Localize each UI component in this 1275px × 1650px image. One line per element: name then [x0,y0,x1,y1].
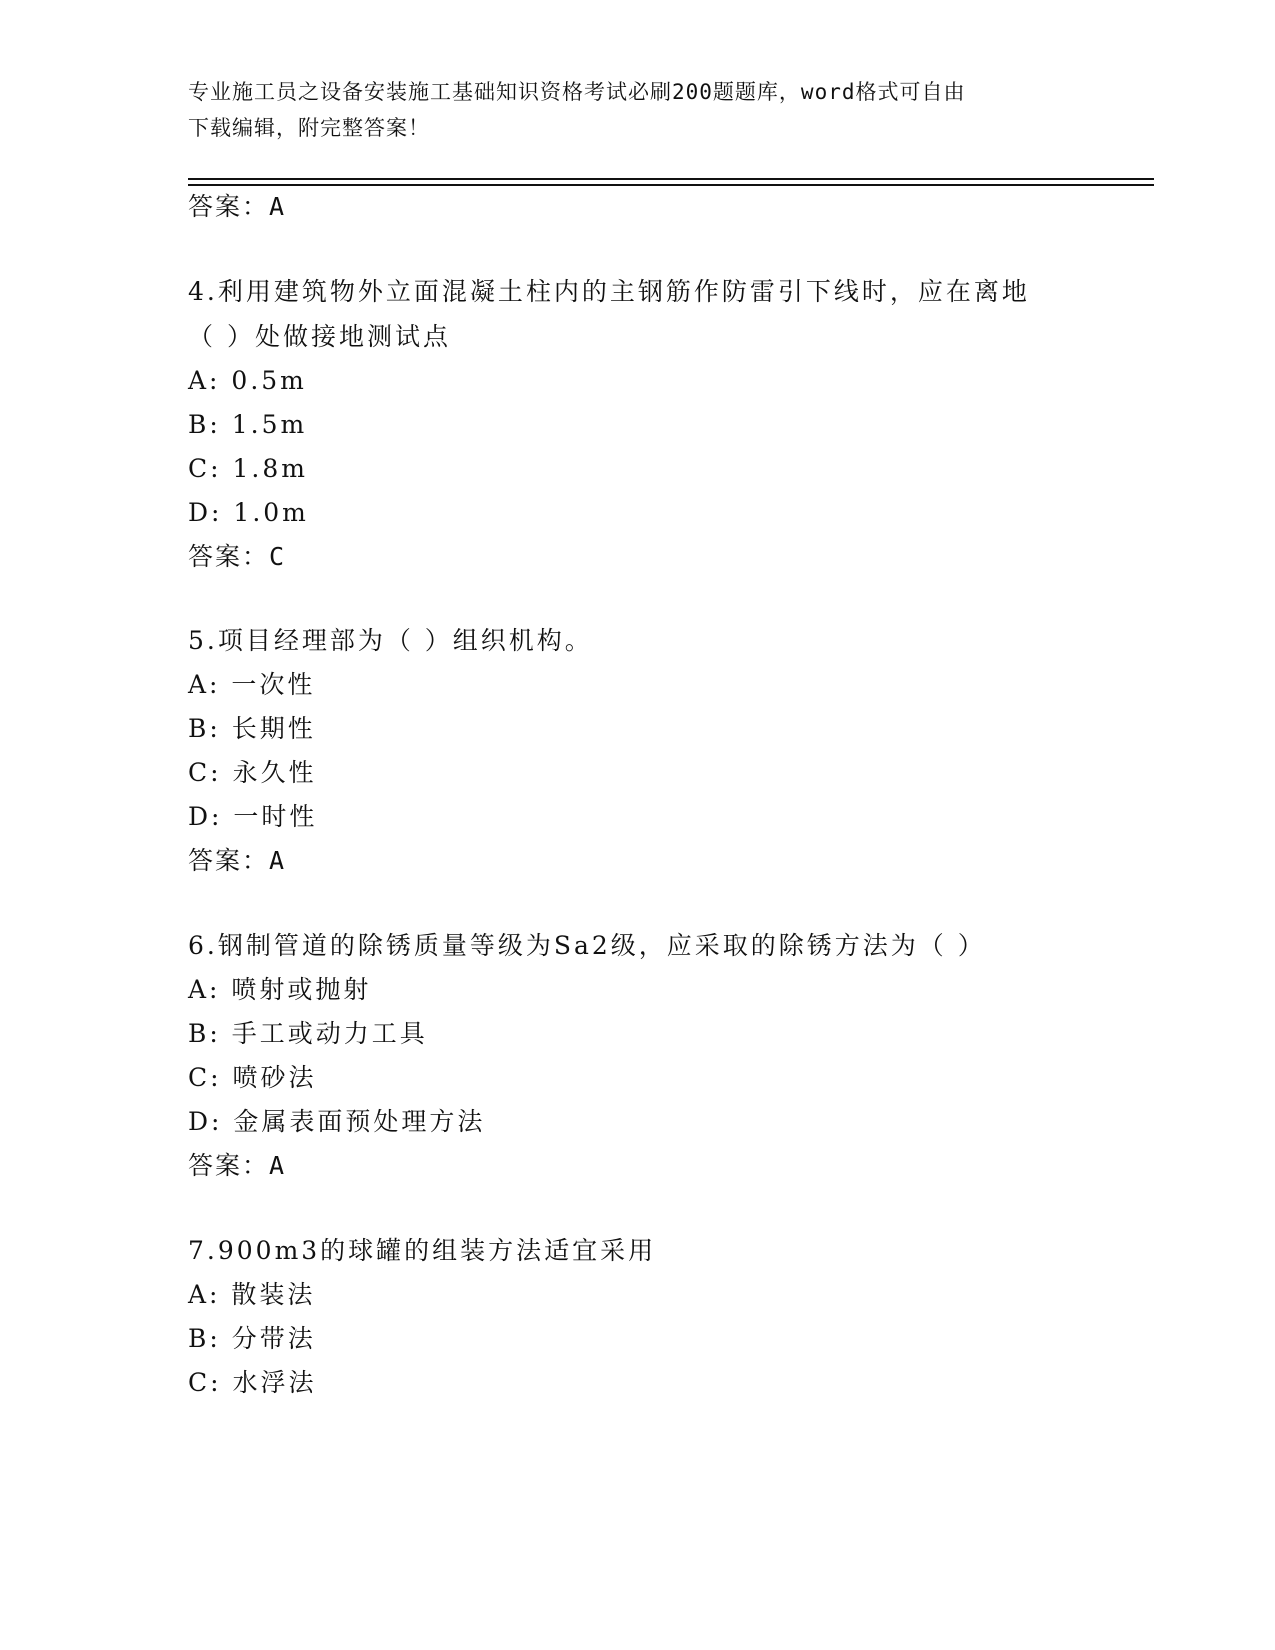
answer-previous: 答案：A [188,192,287,221]
question-6-stem: 6.钢制管道的除锈质量等级为Sa2级，应采取的除锈方法为（ ） [188,931,986,960]
question-4-option-d: D: 1.0m [188,498,309,527]
question-6-option-d: D: 金属表面预处理方法 [188,1107,486,1136]
question-6-option-b: B: 手工或动力工具 [188,1019,428,1048]
question-7-option-a: A: 散装法 [188,1280,316,1309]
header-rule-bottom [188,184,1154,186]
question-7-stem: 7.900m3的球罐的组装方法适宜采用 [188,1236,657,1265]
header-line-2: 下载编辑，附完整答案！ [188,116,430,140]
header-line-1: 专业施工员之设备安装施工基础知识资格考试必刷200题题库，word格式可自由 [188,80,966,104]
question-4-stem-line-1: 4.利用建筑物外立面混凝土柱内的主钢筋作防雷引下线时，应在离地 [188,277,1030,306]
question-5-option-d: D: 一时性 [188,802,318,831]
question-6-option-c: C: 喷砂法 [188,1063,317,1092]
question-6-answer: 答案：A [188,1151,287,1180]
question-6-option-a: A: 喷射或抛射 [188,975,372,1004]
question-4-option-c: C: 1.8m [188,454,308,483]
question-4-option-a: A: 0.5m [188,366,307,395]
question-5-option-a: A: 一次性 [188,670,316,699]
question-5-stem: 5.项目经理部为（ ）组织机构。 [188,626,593,655]
question-5-option-b: B: 长期性 [188,714,316,743]
question-5-option-c: C: 永久性 [188,758,317,787]
header-rule-top [188,178,1154,180]
question-4-answer: 答案：C [188,542,287,571]
question-4-option-b: B: 1.5m [188,410,308,439]
question-7-option-c: C: 水浮法 [188,1368,317,1397]
question-7-option-b: B: 分带法 [188,1324,316,1353]
question-4-stem-line-2: （ ）处做接地测试点 [188,322,451,351]
document-header [188,74,1068,146]
question-5-answer: 答案：A [188,846,287,875]
